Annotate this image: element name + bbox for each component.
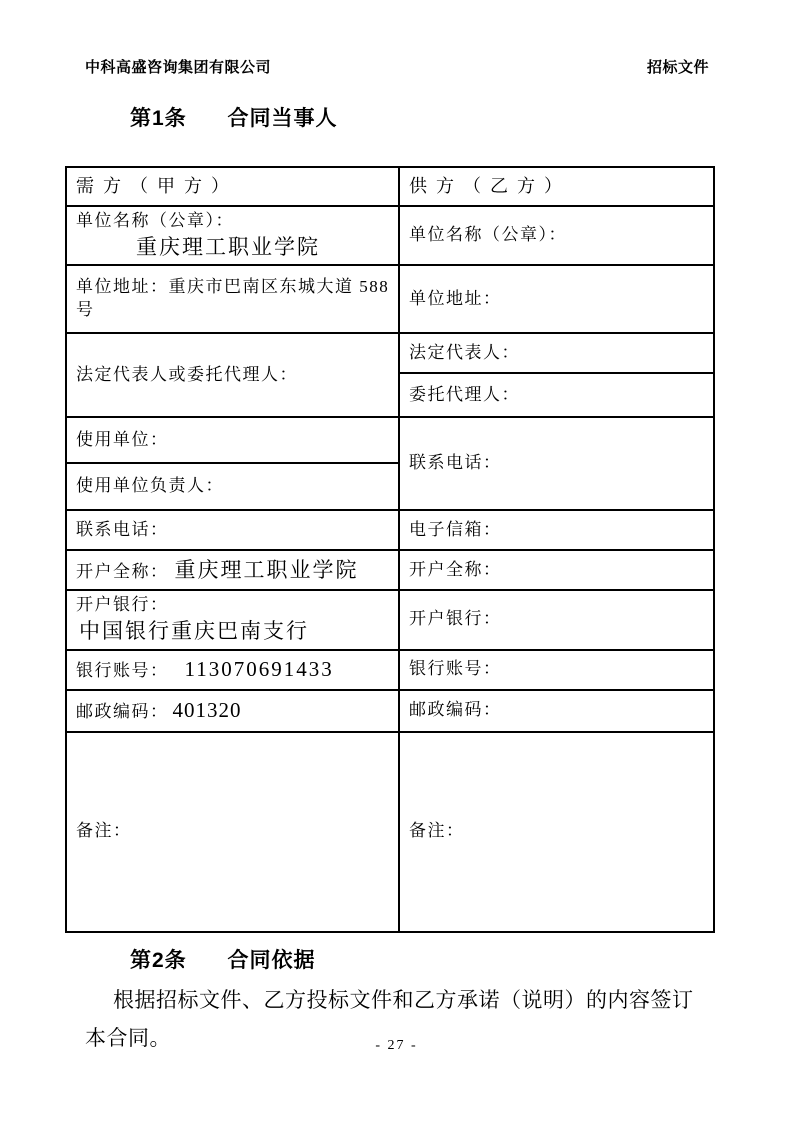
- unit-name-label: 单位名称（公章）：: [76, 211, 234, 230]
- table-row: [66, 417, 714, 463]
- cell-account-name-right: 开户全称：: [399, 550, 714, 590]
- section1-number: 第1条: [130, 107, 187, 130]
- cell-supplier-header: 供方（乙方）: [399, 167, 714, 206]
- cell-unit-address-right: 单位地址：: [399, 265, 714, 333]
- table-row: [66, 650, 714, 690]
- table-row: [66, 167, 714, 206]
- section2-number: 第2条: [130, 948, 187, 972]
- paragraph-line-2: 本合同。: [85, 1025, 171, 1050]
- unit-name-value: 重庆理工职业学院: [136, 234, 320, 259]
- cell-bank-right: 开户银行：: [399, 590, 714, 649]
- cell-account-name-left: [66, 550, 399, 590]
- cell-postal-code-left: [66, 690, 399, 732]
- table-row: [66, 333, 714, 373]
- unit-address-line2: 号: [76, 300, 95, 320]
- cell-legal-rep-or-agent-left: 法定代表人或委托代理人：: [66, 333, 399, 417]
- cell-phone-left: 联系电话：: [66, 510, 399, 550]
- cell-unit-address-left: [66, 265, 399, 333]
- cell-unit-name-left: [66, 206, 399, 265]
- bank-value: 中国银行重庆巴南支行: [79, 619, 309, 644]
- company-name: 中科高盛咨询集团有限公司: [85, 60, 272, 76]
- unit-address-line1: 单位地址：重庆市巴南区东城大道 588: [76, 277, 390, 297]
- cell-legal-rep-right: 法定代表人：: [399, 333, 714, 373]
- table-row: [66, 510, 714, 550]
- postal-code-value: 401320: [172, 698, 242, 723]
- cell-phone-right-merged: 联系电话：: [399, 417, 714, 510]
- section2-heading: [130, 944, 793, 974]
- page-number: - 27 -: [375, 1038, 418, 1053]
- cell-remarks-left: 备注：: [66, 732, 399, 932]
- contract-parties-table: [65, 166, 715, 933]
- section2-title: 合同依据: [227, 948, 316, 972]
- account-name-value: 重庆理工职业学院: [174, 558, 359, 583]
- table-row: [66, 732, 714, 932]
- section1-heading: [130, 102, 793, 132]
- section1-title: 合同当事人: [227, 107, 338, 130]
- cell-email-right: 电子信箱：: [399, 510, 714, 550]
- cell-demander-header: 需方（甲方）: [66, 167, 399, 206]
- postal-code-label: 邮政编码：: [76, 702, 169, 722]
- account-number-value: 113070691433: [184, 657, 334, 682]
- cell-remarks-right: 备注：: [399, 732, 714, 932]
- cell-using-unit-left: 使用单位：: [66, 417, 399, 463]
- account-name-label: 开户全称：: [76, 562, 169, 582]
- paragraph-line-1: 根据招标文件、乙方投标文件和乙方承诺（说明）的内容签订: [113, 987, 694, 1012]
- table-row: [66, 206, 714, 265]
- cell-account-number-right: 银行账号：: [399, 650, 714, 690]
- cell-postal-code-right: 邮政编码：: [399, 690, 714, 732]
- document-type-label: 招标文件: [646, 60, 709, 76]
- bank-label: 开户银行：: [76, 595, 169, 615]
- table-row: [66, 265, 714, 333]
- table-row: [66, 550, 714, 590]
- cell-agent-right: 委托代理人：: [399, 373, 714, 417]
- cell-bank-left: [66, 590, 399, 649]
- cell-using-unit-head-left: 使用单位负责人：: [66, 463, 399, 510]
- cell-unit-name-right: 单位名称（公章）：: [399, 206, 714, 265]
- table-row: [66, 590, 714, 649]
- table-row: [66, 690, 714, 732]
- account-number-label: 银行账号：: [76, 661, 169, 681]
- page-header: [0, 0, 793, 77]
- cell-account-number-left: [66, 650, 399, 690]
